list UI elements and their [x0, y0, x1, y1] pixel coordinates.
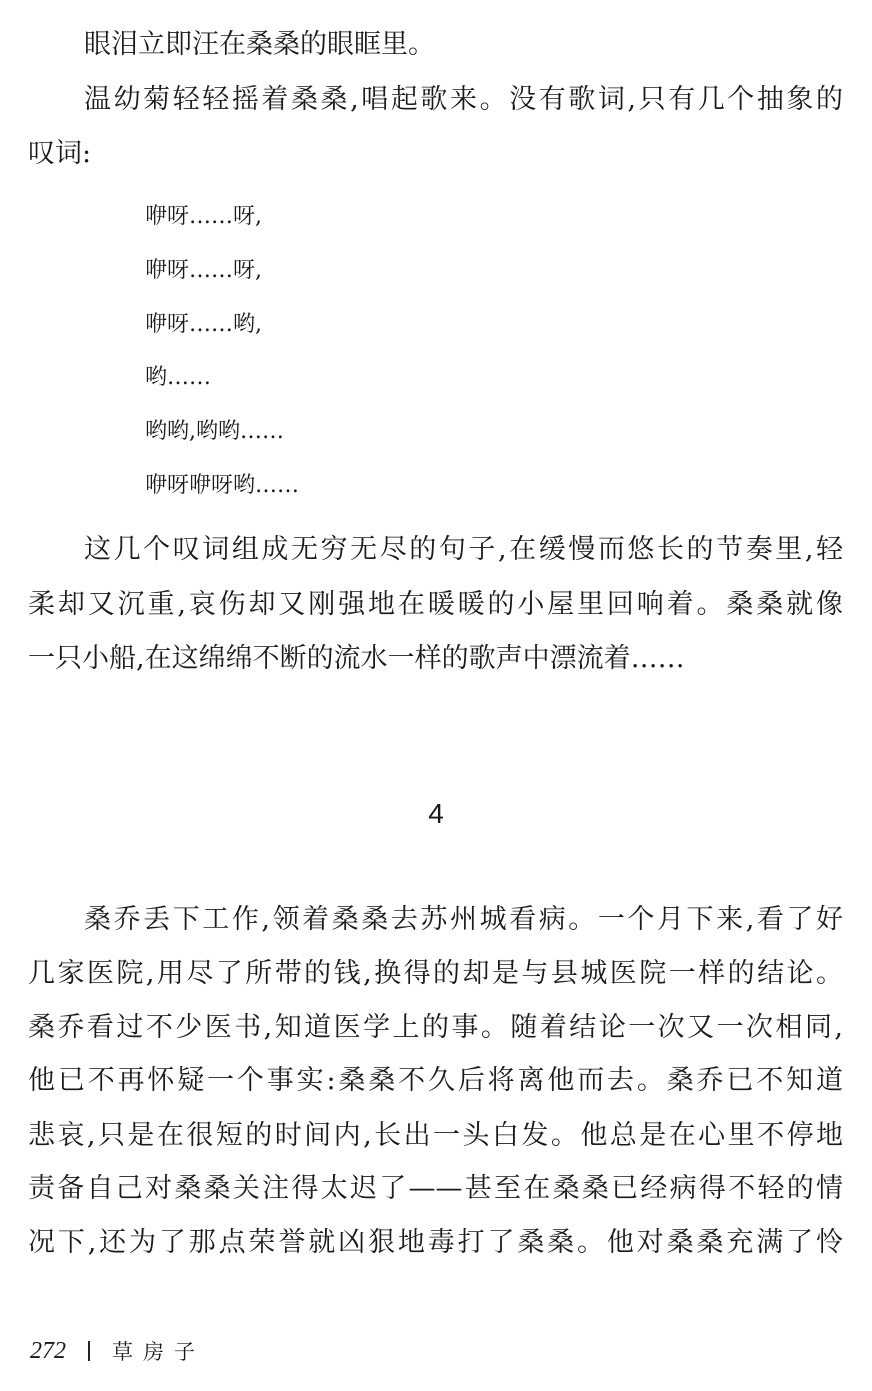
text-line: 桑乔丢下工作,领着桑桑去苏州城看病。一个月下来,看了好 [84, 904, 843, 935]
text-line: 温幼菊轻轻摇着桑桑,唱起歌来。没有歌词,只有几个抽象的 [84, 84, 843, 115]
text-line: 这几个叹词组成无穷无尽的句子,在缓慢而悠长的节奏里,轻 [84, 534, 843, 565]
page-number: 272 [30, 1337, 66, 1364]
poem-line: 咿呀……呀, [145, 258, 262, 283]
poem-line: 咿呀……呀, [145, 204, 262, 229]
poem-line: 哟哟,哟哟…… [145, 419, 284, 444]
text-line: 悲哀,只是在很短的时间内,长出一头白发。他总是在心里不停地 [28, 1120, 843, 1151]
footer-divider [88, 1341, 90, 1361]
page-footer [30, 1336, 205, 1366]
text-line: 叹词: [28, 138, 92, 169]
text-line: 桑乔看过不少医书,知道医学上的事。随着结论一次又一次相同, [28, 1012, 843, 1043]
text-line: 柔却又沉重,哀伤却又刚强地在暖暖的小屋里回响着。桑桑就像 [28, 589, 843, 620]
poem-line: 咿呀咿呀哟…… [145, 473, 300, 498]
text-line: 况下,还为了那点荣誉就凶狠地毒打了桑桑。他对桑桑充满了怜 [28, 1227, 843, 1258]
text-line: 眼泪立即汪在桑桑的眼眶里。 [84, 29, 435, 60]
section-number: 4 [428, 798, 444, 829]
text-line: 责备自己对桑桑关注得太迟了——甚至在桑桑已经病得不轻的情 [28, 1173, 843, 1204]
poem-line: 咿呀……哟, [145, 312, 262, 337]
book-title: 草房子 [112, 1340, 205, 1364]
text-line: 一只小船,在这绵绵不断的流水一样的歌声中漂流着…… [28, 643, 685, 674]
poem-line: 哟…… [145, 365, 212, 390]
text-line: 几家医院,用尽了所带的钱,换得的却是与县城医院一样的结论。 [28, 958, 843, 989]
text-line: 他已不再怀疑一个事实:桑桑不久后将离他而去。桑乔已不知道 [28, 1065, 843, 1096]
